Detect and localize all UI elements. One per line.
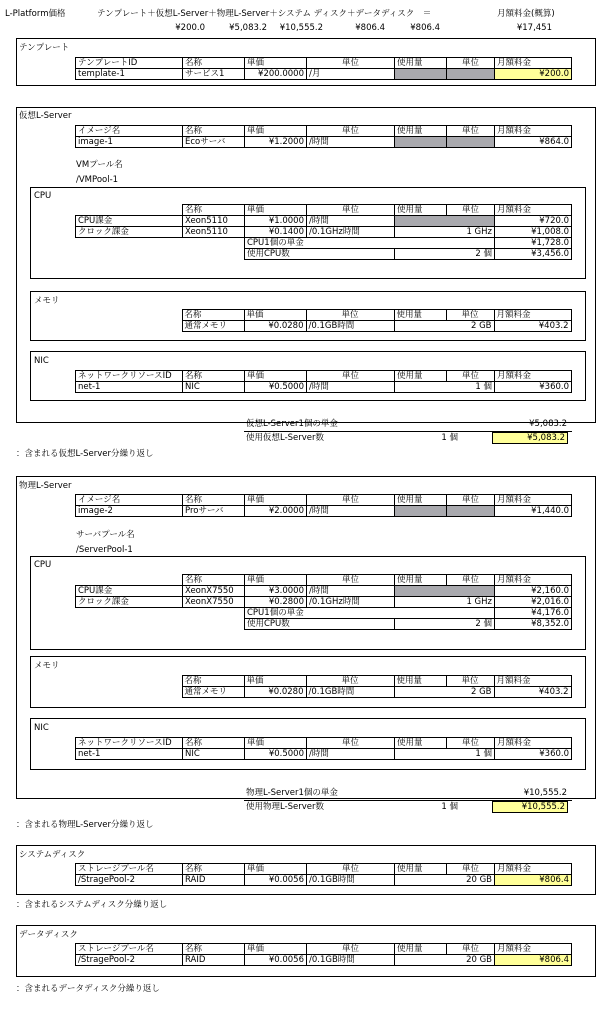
col-network-resource-id: ネットワークリソースID xyxy=(76,738,183,749)
usage-cell: 1 GHz xyxy=(395,227,495,238)
table-row xyxy=(76,216,572,227)
usage-cell xyxy=(395,506,447,517)
col-unit: 単位 xyxy=(307,371,395,382)
table-header-row xyxy=(75,310,571,321)
vm-pool-label: VMプール名 xyxy=(76,160,123,170)
table-header-row xyxy=(76,495,572,506)
formula-datadisk-value: ¥806.4 xyxy=(410,23,440,33)
price-cell: ¥200.0000 xyxy=(245,69,307,80)
table-row xyxy=(76,955,572,966)
col-unit: 単位 xyxy=(307,738,395,749)
col-name: 名称 xyxy=(183,205,245,216)
virtual-lserver-title: 仮想L-Server xyxy=(19,111,72,121)
name-cell: Proサーバ xyxy=(183,506,245,517)
name-cell: Xeon5110 xyxy=(183,216,245,227)
usage-unit-cell xyxy=(447,506,495,517)
col-unit: 単位 xyxy=(307,205,395,216)
datadisk-repeat-note: ：含まれるデータディスク分繰り返し xyxy=(16,984,160,994)
virtual-cpu-title: CPU xyxy=(34,191,52,201)
col-unit2: 単位 xyxy=(447,864,495,875)
col-price: 単価 xyxy=(245,495,307,506)
monthly-cell: ¥1,008.0 xyxy=(495,227,572,238)
col-monthly: 月額料金 xyxy=(495,944,572,955)
col-usage: 使用量 xyxy=(395,58,447,69)
col-unit2: 単位 xyxy=(447,371,495,382)
col-image-name: イメージ名 xyxy=(76,495,183,506)
vserver-per-unit-value: ¥5,083.2 xyxy=(529,419,567,429)
table-row xyxy=(76,586,572,597)
col-price: 単価 xyxy=(245,738,307,749)
unit-cell: /時間 xyxy=(307,216,395,227)
col-price: 単価 xyxy=(244,676,306,687)
col-name: 名称 xyxy=(183,126,245,137)
blank-cell xyxy=(75,676,182,687)
pserver-count-label: 使用物理L-Server数 xyxy=(246,802,325,812)
cpu-per-unit-value: ¥1,728.0 xyxy=(495,238,572,249)
physical-cpu-table xyxy=(75,574,572,630)
unit-cell: /時間 xyxy=(307,382,395,393)
storage-pool-cell: /StragePool-2 xyxy=(76,875,183,886)
table-row xyxy=(76,382,572,393)
blank-cell xyxy=(183,619,245,630)
usage-cell: 2 GB xyxy=(394,687,494,698)
table-row xyxy=(76,137,572,148)
monthly-cell: ¥360.0 xyxy=(495,749,572,760)
cpu-count-value: 2 個 xyxy=(395,619,495,630)
pserver-per-unit-label: 物理L-Server1個の単金 xyxy=(246,788,338,798)
table-header-row xyxy=(76,864,572,875)
blank-cell xyxy=(183,238,245,249)
usage-unit-cell xyxy=(447,137,495,148)
data-disk-table xyxy=(75,943,572,966)
image-id-cell: image-2 xyxy=(76,506,183,517)
price-cell: ¥3.0000 xyxy=(245,586,307,597)
charge-label-cell: クロック課金 xyxy=(76,597,183,608)
table-row xyxy=(76,597,572,608)
table-row xyxy=(76,238,572,249)
col-monthly: 月額料金 xyxy=(495,738,572,749)
usage-cell: 1 個 xyxy=(395,749,495,760)
vm-pool-value: /VMPool-1 xyxy=(76,175,119,185)
col-monthly: 月額料金 xyxy=(495,58,572,69)
col-unit: 単位 xyxy=(307,58,395,69)
usage-cell: 1 GHz xyxy=(395,597,495,608)
cpu-count-total: ¥3,456.0 xyxy=(495,249,572,260)
name-cell: NIC xyxy=(183,749,245,760)
virtual-cpu-table xyxy=(75,204,572,260)
col-monthly: 月額料金 xyxy=(495,126,572,137)
usage-unit-cell xyxy=(447,69,495,80)
col-unit: 単位 xyxy=(307,575,395,586)
unit-cell: /時間 xyxy=(307,749,395,760)
price-cell: ¥0.0056 xyxy=(245,955,307,966)
col-usage: 使用量 xyxy=(395,126,447,137)
col-usage: 使用量 xyxy=(395,205,447,216)
system-disk-table xyxy=(75,863,572,886)
charge-label-cell: CPU課金 xyxy=(76,586,183,597)
image-id-cell: image-1 xyxy=(76,137,183,148)
col-price: 単価 xyxy=(245,575,307,586)
col-unit: 単位 xyxy=(307,126,395,137)
network-id-cell: net-1 xyxy=(76,749,183,760)
virtual-nic-table xyxy=(75,370,572,393)
price-cell: ¥0.0056 xyxy=(245,875,307,886)
unit-cell: /時間 xyxy=(307,506,395,517)
formula-sysdisk-value: ¥806.4 xyxy=(355,23,385,33)
usage-cell: 2 GB xyxy=(394,321,494,332)
price-cell: ¥0.1400 xyxy=(245,227,307,238)
unit-cell: /0.1GB時間 xyxy=(307,875,395,886)
col-unit: 単位 xyxy=(307,864,395,875)
name-cell: サービス1 xyxy=(183,69,245,80)
storage-pool-cell: /StragePool-2 xyxy=(76,955,183,966)
usage-cell xyxy=(395,137,447,148)
table-header-row xyxy=(76,205,572,216)
table-header-row xyxy=(76,944,572,955)
col-name: 名称 xyxy=(183,864,245,875)
usage-cell: 20 GB xyxy=(395,955,495,966)
name-cell: NIC xyxy=(183,382,245,393)
col-name: 名称 xyxy=(183,58,245,69)
col-unit2: 単位 xyxy=(447,944,495,955)
pserver-count: 1 個 xyxy=(441,802,458,812)
col-unit2: 単位 xyxy=(447,495,495,506)
blank-cell xyxy=(76,238,183,249)
col-usage: 使用量 xyxy=(395,575,447,586)
col-unit2: 単位 xyxy=(447,126,495,137)
col-monthly: 月額料金 xyxy=(495,205,572,216)
virtual-memory-table xyxy=(75,309,572,332)
blank-cell xyxy=(75,310,182,321)
virtual-nic-title: NIC xyxy=(34,356,49,366)
cpu-count-value: 2 個 xyxy=(395,249,495,260)
col-storage-pool-name: ストレージプール名 xyxy=(76,944,183,955)
physical-nic-title: NIC xyxy=(34,723,49,733)
blank-cell xyxy=(76,608,183,619)
col-unit: 単位 xyxy=(307,495,395,506)
network-id-cell: net-1 xyxy=(76,382,183,393)
col-name: 名称 xyxy=(182,310,244,321)
vserver-subtotal: ¥5,083.2 xyxy=(492,432,568,444)
cpu-per-unit-value: ¥4,176.0 xyxy=(495,608,572,619)
blank-cell xyxy=(75,321,182,332)
monthly-cell: ¥200.0 xyxy=(495,69,572,80)
cpu-count-label: 使用CPU数 xyxy=(245,619,395,630)
col-monthly: 月額料金 xyxy=(495,495,572,506)
blank-cell xyxy=(183,249,245,260)
col-usage: 使用量 xyxy=(395,371,447,382)
unit-cell: /0.1GB時間 xyxy=(306,687,394,698)
vserver-count: 1 個 xyxy=(441,433,458,443)
col-unit2: 単位 xyxy=(447,205,495,216)
col-name: 名称 xyxy=(183,944,245,955)
unit-cell: /月 xyxy=(307,69,395,80)
server-pool-value: /ServerPool-1 xyxy=(76,545,133,555)
total-label: 月額料金(概算) xyxy=(497,9,555,19)
physical-memory-table xyxy=(75,675,572,698)
table-row xyxy=(76,749,572,760)
price-cell: ¥0.0280 xyxy=(244,321,306,332)
monthly-cell: ¥360.0 xyxy=(495,382,572,393)
table-row xyxy=(75,687,571,698)
vserver-repeat-note: ：含まれる仮想L-Server分繰り返し xyxy=(16,449,154,459)
formula-pserver-value: ¥10,555.2 xyxy=(279,23,323,33)
col-unit2: 単位 xyxy=(447,738,495,749)
col-image-name: イメージ名 xyxy=(76,126,183,137)
col-name: 名称 xyxy=(183,495,245,506)
table-row xyxy=(76,69,572,80)
pserver-per-unit-value: ¥10,555.2 xyxy=(523,788,567,798)
server-pool-label: サーバプール名 xyxy=(76,530,135,540)
col-name: 名称 xyxy=(183,575,245,586)
price-cell: ¥0.0280 xyxy=(244,687,306,698)
price-cell: ¥1.2000 xyxy=(245,137,307,148)
table-row xyxy=(76,619,572,630)
physical-image-table xyxy=(75,494,572,517)
table-header-row xyxy=(76,371,572,382)
col-usage: 使用量 xyxy=(394,310,446,321)
blank-cell xyxy=(76,575,183,586)
physical-memory-title: メモリ xyxy=(34,661,60,671)
col-monthly: 月額料金 xyxy=(494,676,571,687)
col-price: 単価 xyxy=(244,310,306,321)
monthly-cell: ¥806.4 xyxy=(495,875,572,886)
price-cell: ¥0.5000 xyxy=(245,382,307,393)
price-cell: ¥0.2800 xyxy=(245,597,307,608)
physical-cpu-title: CPU xyxy=(34,560,52,570)
price-formula: テンプレート＋仮想L-Server＋物理L-Server＋システム ディスク＋データディスク ＝ xyxy=(97,9,432,19)
blank-cell xyxy=(76,205,183,216)
monthly-cell: ¥720.0 xyxy=(495,216,572,227)
cpu-count-label: 使用CPU数 xyxy=(245,249,395,260)
col-unit2: 単位 xyxy=(447,575,495,586)
col-name: 名称 xyxy=(183,371,245,382)
col-price: 単価 xyxy=(245,205,307,216)
name-cell: RAID xyxy=(183,875,245,886)
col-price: 単価 xyxy=(245,58,307,69)
price-cell: ¥0.5000 xyxy=(245,749,307,760)
unit-cell: /時間 xyxy=(307,137,395,148)
blank-cell xyxy=(75,687,182,698)
blank-cell xyxy=(76,249,183,260)
cpu-count-total: ¥8,352.0 xyxy=(495,619,572,630)
monthly-cell: ¥2,160.0 xyxy=(495,586,572,597)
physical-lserver-title: 物理L-Server xyxy=(19,481,72,491)
col-usage: 使用量 xyxy=(394,676,446,687)
col-price: 単価 xyxy=(245,864,307,875)
template-section-title: テンプレート xyxy=(19,43,70,53)
cpu-per-unit-label: CPU1個の単金 xyxy=(245,608,495,619)
charge-label-cell: クロック課金 xyxy=(76,227,183,238)
col-monthly: 月額料金 xyxy=(495,864,572,875)
col-name: 名称 xyxy=(182,676,244,687)
monthly-cell: ¥1,440.0 xyxy=(495,506,572,517)
col-unit: 単位 xyxy=(306,310,394,321)
unit-cell: /0.1GB時間 xyxy=(306,321,394,332)
col-unit2: 単位 xyxy=(446,676,494,687)
monthly-cell: ¥403.2 xyxy=(494,687,571,698)
usage-cell: 1 個 xyxy=(395,382,495,393)
col-price: 単価 xyxy=(245,371,307,382)
name-cell: XeonX7550 xyxy=(183,597,245,608)
table-row xyxy=(76,608,572,619)
vserver-per-unit-label: 仮想L-Server1個の単金 xyxy=(246,419,338,429)
usage-cell xyxy=(395,586,495,597)
data-disk-title: データディスク xyxy=(19,930,78,940)
formula-template-value: ¥200.0 xyxy=(175,23,205,33)
table-header-row xyxy=(76,738,572,749)
pserver-subtotal: ¥10,555.2 xyxy=(492,801,568,813)
blank-cell xyxy=(76,619,183,630)
price-cell: ¥1.0000 xyxy=(245,216,307,227)
col-template-id: テンプレートID xyxy=(76,58,183,69)
name-cell: 通常メモリ xyxy=(182,321,244,332)
table-row xyxy=(76,875,572,886)
col-monthly: 月額料金 xyxy=(494,310,571,321)
template-table xyxy=(75,57,572,80)
price-cell: ¥2.0000 xyxy=(245,506,307,517)
col-network-resource-id: ネットワークリソースID xyxy=(76,371,183,382)
col-unit2: 単位 xyxy=(446,310,494,321)
col-monthly: 月額料金 xyxy=(495,371,572,382)
col-storage-pool-name: ストレージプール名 xyxy=(76,864,183,875)
monthly-cell: ¥2,016.0 xyxy=(495,597,572,608)
system-disk-title: システムディスク xyxy=(19,850,86,860)
col-usage: 使用量 xyxy=(395,738,447,749)
name-cell: 通常メモリ xyxy=(182,687,244,698)
vserver-count-label: 使用仮想L-Server数 xyxy=(246,433,325,443)
page-title: L-Platform価格 xyxy=(5,9,66,19)
table-header-row xyxy=(76,126,572,137)
formula-vserver-value: ¥5,083.2 xyxy=(229,23,267,33)
template-id-cell: template-1 xyxy=(76,69,183,80)
name-cell: RAID xyxy=(183,955,245,966)
formula-total-value: ¥17,451 xyxy=(516,23,552,33)
table-header-row xyxy=(75,676,571,687)
col-price: 単価 xyxy=(245,944,307,955)
table-header-row xyxy=(76,58,572,69)
pserver-repeat-note: ：含まれる物理L-Server分繰り返し xyxy=(16,820,154,830)
col-name: 名称 xyxy=(183,738,245,749)
col-unit2: 単位 xyxy=(447,58,495,69)
charge-label-cell: CPU課金 xyxy=(76,216,183,227)
table-header-row xyxy=(76,575,572,586)
col-usage: 使用量 xyxy=(395,864,447,875)
table-row xyxy=(76,249,572,260)
table-row xyxy=(75,321,571,332)
unit-cell: /0.1GHz時間 xyxy=(307,227,395,238)
unit-cell: /時間 xyxy=(307,586,395,597)
table-row xyxy=(76,227,572,238)
virtual-image-table xyxy=(75,125,572,148)
usage-cell xyxy=(395,69,447,80)
monthly-cell: ¥403.2 xyxy=(494,321,571,332)
table-row xyxy=(76,506,572,517)
sysdisk-repeat-note: ：含まれるシステムディスク分繰り返し xyxy=(16,900,168,910)
monthly-cell: ¥864.0 xyxy=(495,137,572,148)
col-unit: 単位 xyxy=(306,676,394,687)
virtual-memory-title: メモリ xyxy=(34,296,60,306)
name-cell: Xeon5110 xyxy=(183,227,245,238)
unit-cell: /0.1GB時間 xyxy=(307,955,395,966)
unit-cell: /0.1GHz時間 xyxy=(307,597,395,608)
col-usage: 使用量 xyxy=(395,944,447,955)
usage-cell: 20 GB xyxy=(395,875,495,886)
cpu-per-unit-label: CPU1個の単金 xyxy=(245,238,495,249)
usage-cell xyxy=(395,216,495,227)
col-monthly: 月額料金 xyxy=(495,575,572,586)
name-cell: Ecoサーバ xyxy=(183,137,245,148)
col-usage: 使用量 xyxy=(395,495,447,506)
name-cell: XeonX7550 xyxy=(183,586,245,597)
col-unit: 単位 xyxy=(307,944,395,955)
blank-cell xyxy=(183,608,245,619)
col-price: 単価 xyxy=(245,126,307,137)
physical-nic-table xyxy=(75,737,572,760)
monthly-cell: ¥806.4 xyxy=(495,955,572,966)
